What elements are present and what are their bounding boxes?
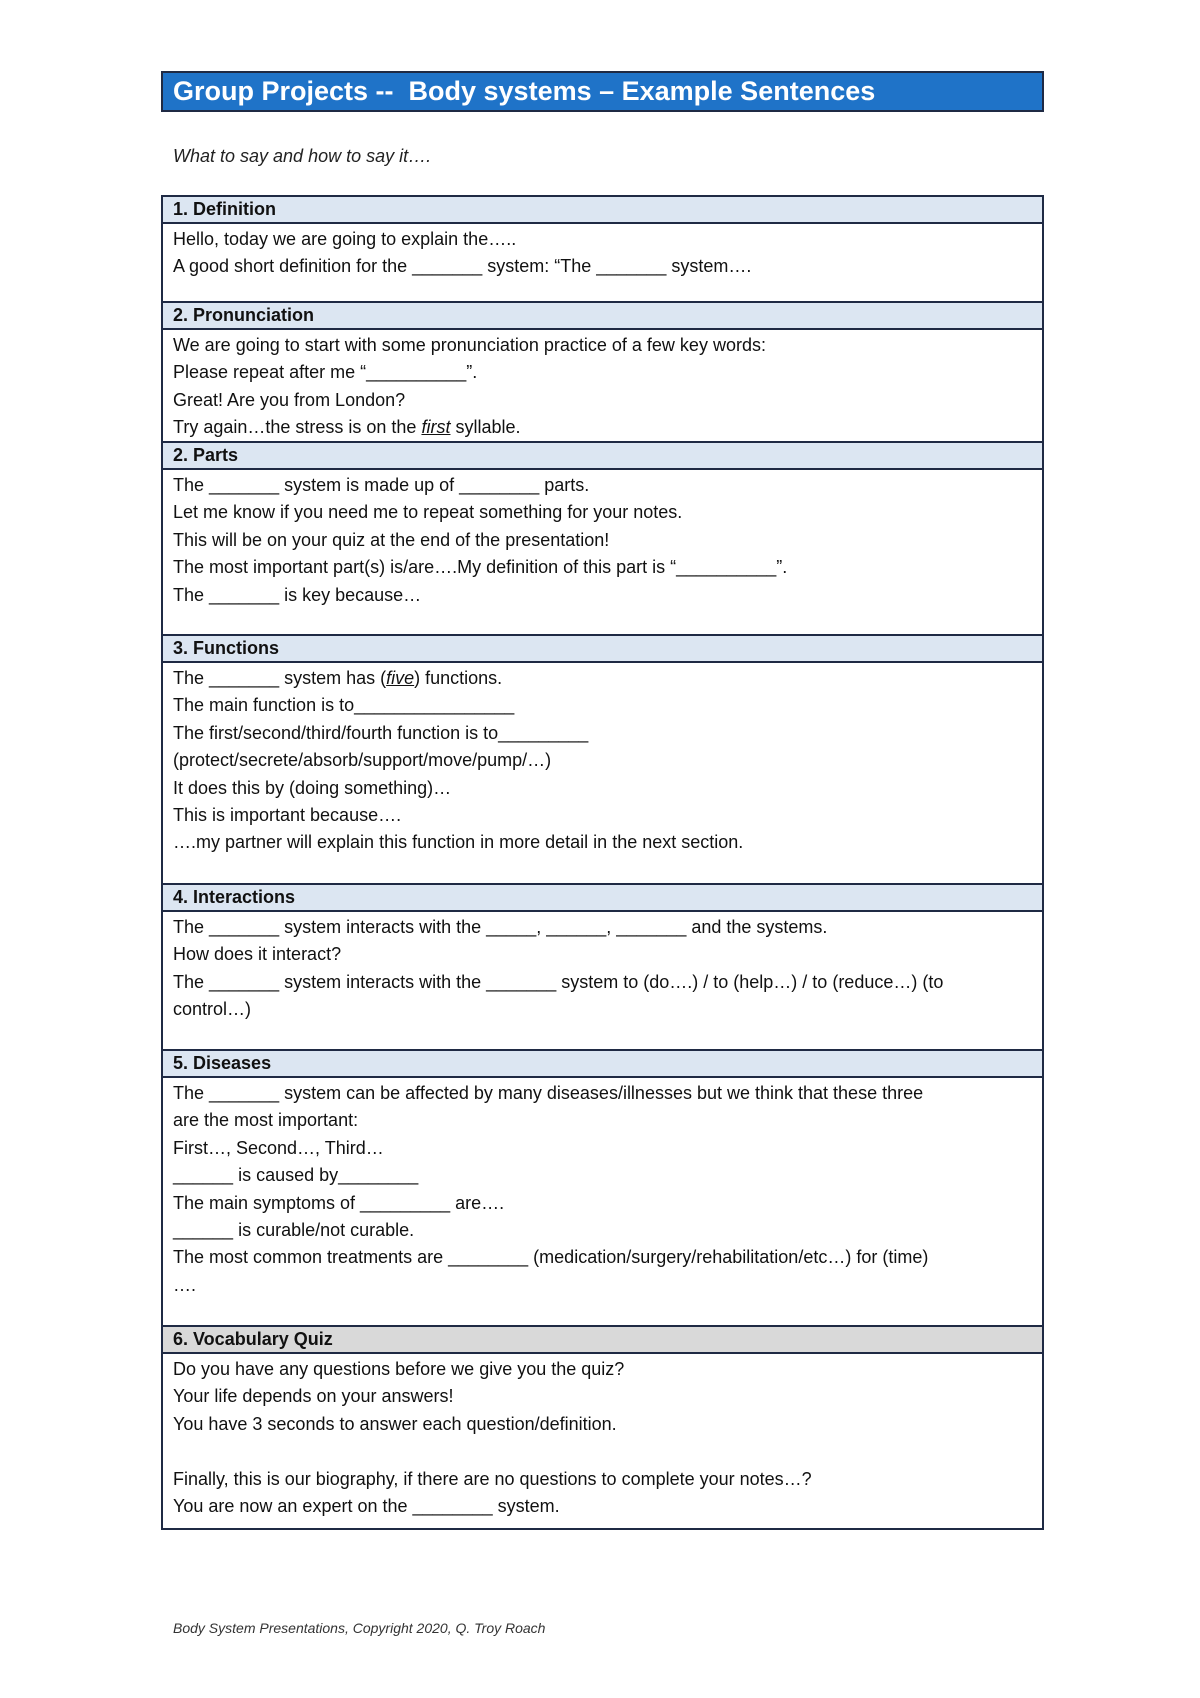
parts-line: The most important part(s) is/are….My definition of this part is “__________”. — [173, 557, 788, 578]
quiz-line: Do you have any questions before we give you the quiz? — [173, 1359, 625, 1379]
parts-line: Let me know if you need me to repeat something for your notes. — [173, 502, 683, 523]
section-header-parts: 2. Parts — [163, 443, 1042, 470]
section-header-vocabulary-quiz: 6. Vocabulary Quiz — [163, 1327, 1042, 1354]
copyright-footer: Body System Presentations, Copyright 2020, Q. Troy Roach — [173, 1620, 546, 1636]
sentence-table — [161, 195, 1044, 1530]
interactions-line: How does it interact? — [173, 944, 342, 965]
quiz-line: Finally, this is our biography, if there are no questions to complete your notes…? — [173, 1468, 812, 1489]
parts-line: This will be on your quiz at the end of the presentation! — [173, 529, 610, 550]
section-header-definition: 1. Definition — [163, 197, 1042, 224]
definition-line: A good short definition for the _______ system: “The _______ system…. — [173, 256, 752, 277]
pronunciation-line: We are going to start with some pronunciation practice of a few key words: — [173, 335, 766, 355]
functions-line: The main function is to________________ — [173, 695, 515, 716]
pronunciation-line-stress — [173, 414, 1030, 441]
section-body-pronunciation — [163, 330, 1042, 443]
functions-line: ….my partner will explain this function in more detail in the next section. — [173, 832, 744, 853]
diseases-line: The _______ system can be affected by many diseases/illnesses but we think that these three — [173, 1083, 924, 1103]
section-header-pronunciation: 2. Pronunciation — [163, 303, 1042, 330]
section-body-functions — [163, 663, 1042, 885]
diseases-line: are the most important: — [173, 1110, 359, 1131]
parts-line: The _______ system is made up of ________ parts. — [173, 475, 590, 495]
diseases-line: ______ is curable/not curable. — [173, 1220, 415, 1241]
section-header-functions: 3. Functions — [163, 636, 1042, 663]
parts-line: The _______ is key because… — [173, 584, 422, 605]
diseases-line: ______ is caused by________ — [173, 1165, 419, 1186]
section-body-parts — [163, 470, 1042, 636]
interactions-line: control…) — [173, 999, 252, 1020]
functions-line: (protect/secrete/absorb/support/move/pump/…) — [173, 750, 552, 771]
stress-text-after: syllable. — [450, 417, 521, 438]
stress-text-before: Try again…the stress is on the — [173, 417, 422, 438]
diseases-line: The main symptoms of _________ are…. — [173, 1192, 505, 1213]
section-header-interactions: 4. Interactions — [163, 885, 1042, 912]
interactions-line: The _______ system interacts with the _____, ______, _______ and the systems. — [173, 917, 828, 937]
functions-emphasis: five — [386, 668, 415, 688]
section-body-interactions — [163, 912, 1042, 1051]
definition-line: Hello, today we are going to explain the….. — [173, 229, 517, 249]
section-body-diseases — [163, 1078, 1042, 1327]
functions-text-before: The _______ system has ( — [173, 668, 387, 688]
section-body-definition — [163, 224, 1042, 303]
stress-emphasis: first — [421, 417, 451, 438]
diseases-line: The most common treatments are ________ (medication/surgery/rehabilitation/etc…) for (time) — [173, 1247, 929, 1268]
functions-line: This is important because…. — [173, 805, 402, 826]
diseases-line: First…, Second…, Third… — [173, 1137, 384, 1158]
functions-line: It does this by (doing something)… — [173, 777, 452, 798]
quiz-line: You are now an expert on the ________ system. — [173, 1496, 560, 1517]
pronunciation-line: Please repeat after me “__________”. — [173, 362, 478, 383]
page-title: Group Projects -- Body systems – Example Sentences — [161, 71, 1044, 112]
quiz-line — [173, 1438, 1030, 1465]
pronunciation-line: Great! Are you from London? — [173, 389, 406, 410]
quiz-line: You have 3 seconds to answer each question/definition. — [173, 1413, 617, 1434]
functions-line: The first/second/third/fourth function is to_________ — [173, 722, 589, 743]
quiz-line: Your life depends on your answers! — [173, 1386, 454, 1407]
interactions-line: The _______ system interacts with the _______ system to (do….) / to (help…) / to (reduce…) (to — [173, 971, 944, 992]
diseases-line: …. — [173, 1274, 197, 1295]
section-header-diseases: 5. Diseases — [163, 1051, 1042, 1078]
section-body-vocabulary-quiz — [163, 1354, 1042, 1530]
functions-text-after: ) functions. — [414, 668, 503, 688]
subtitle: What to say and how to say it…. — [173, 146, 432, 166]
functions-line-count — [173, 665, 1030, 692]
